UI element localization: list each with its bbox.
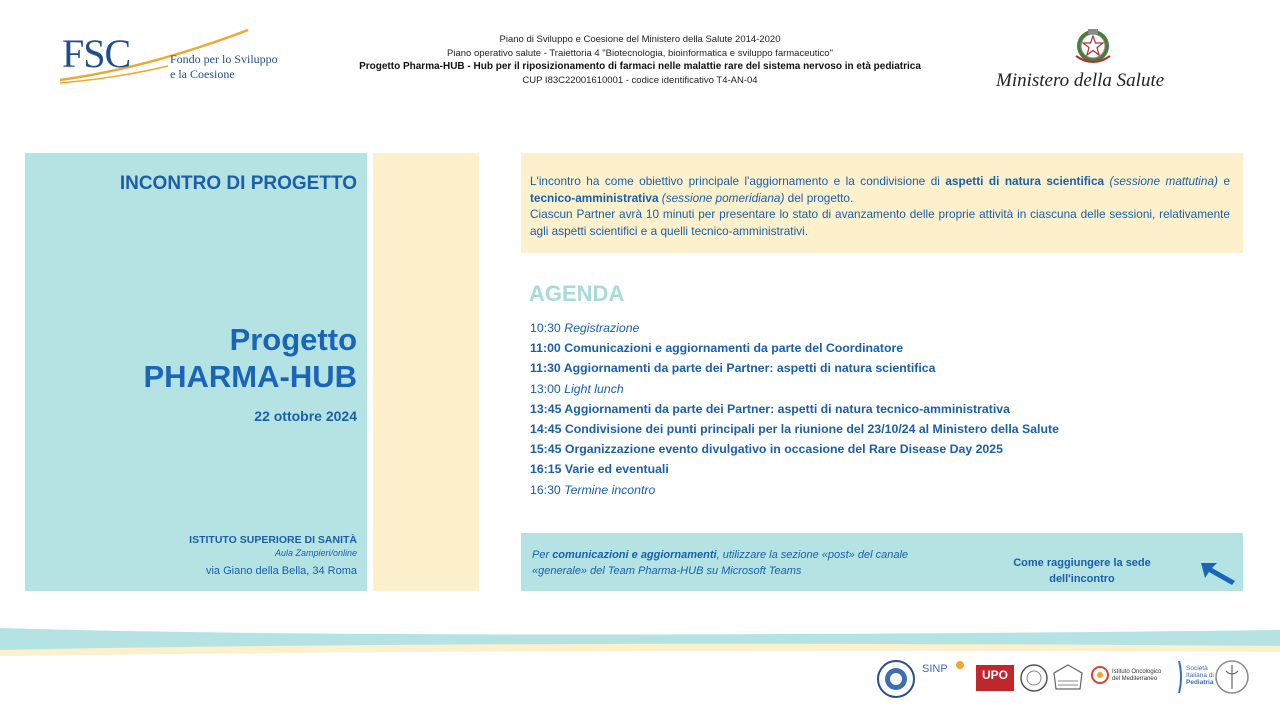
agenda-label: Varie ed eventuali [564, 462, 669, 477]
communications-box [521, 533, 1243, 591]
partner-seal-4-icon [1214, 657, 1250, 697]
agenda-label: Comunicazioni e aggiornamenti da parte del Coordinatore [564, 341, 904, 356]
partner-seal-1-icon [876, 659, 916, 699]
sinp-logo [922, 663, 972, 675]
footer-wave-decoration [0, 626, 1280, 656]
directions-link-line2: dell'incontro [1049, 573, 1115, 585]
fsc-abbr: FSC [62, 31, 131, 76]
event-info-panel [25, 153, 367, 591]
pointer-arrow-icon[interactable] [1201, 561, 1237, 587]
ministero-name: Ministero della Salute [996, 70, 1165, 91]
project-title-line1: Progetto [229, 322, 357, 357]
agenda-time: 10:30 [530, 321, 561, 335]
agenda-item [530, 379, 1059, 399]
teams-note-text: , utilizzare la sezione «post» del canale «generale» del Team Pharma-HUB su Microsoft Teams [532, 549, 909, 577]
project-title-line2: PHARMA-HUB [143, 359, 357, 394]
directions-link[interactable] [1002, 555, 1162, 587]
intro-bold-scientific: aspetti di natura scientifica [945, 174, 1105, 188]
ismed-icon [1091, 665, 1109, 685]
agenda-label: Light lunch [564, 381, 624, 396]
fsc-name [170, 52, 278, 82]
sip-line1: Società [1186, 665, 1208, 672]
venue-name: ISTITUTO SUPERIORE DI SANITÀ [189, 534, 357, 546]
sip-figure-icon [1174, 659, 1184, 695]
teams-note-text: Per [532, 549, 553, 561]
agenda-label: Aggiornamenti da parte dei Partner: aspetti di natura scientifica [563, 361, 936, 376]
venue-room: Aula Zampieri/online [274, 548, 357, 558]
agenda-label: Aggiornamenti da parte dei Partner: aspetti di natura tecnico-amministrativa [564, 401, 1010, 416]
header-program-info [330, 33, 950, 87]
agenda-label: Organizzazione evento divulgativo in occasione del Rare Disease Day 2025 [564, 442, 1003, 457]
partner-seal-2-icon [1019, 663, 1049, 693]
agenda-item [530, 419, 1059, 439]
fsc-name-line2: e la Coesione [170, 67, 235, 81]
ministero-logo [996, 26, 1196, 96]
agenda-item [530, 358, 1059, 378]
agenda-item [530, 480, 1059, 500]
sip-logo-text [1186, 665, 1214, 686]
intro-paragraph-2: Ciascun Partner avrà 10 minuti per presentare lo stato di avanzamento delle proprie attività in ciascuna delle sessioni, relativamente agli aspetti scientifici e a quelli tecnico-amministrativi. [530, 207, 1230, 238]
italian-emblem-icon [1068, 26, 1118, 68]
agenda-time: 16:30 [530, 482, 561, 497]
partner-logos [874, 655, 1254, 701]
agenda-time: 14:45 [530, 422, 562, 437]
intro-box [521, 153, 1243, 253]
header-line-3: Progetto Pharma-HUB - Hub per il riposizionamento di farmaci nelle malattie rare del sistema nervoso in età pediatrica [359, 61, 921, 72]
header-line-2: Piano operativo salute - Traiettoria 4 "Biotecnologia, bioinformatica e sviluppo farmaceutico" [447, 47, 833, 59]
project-title [143, 321, 357, 395]
agenda-time: 13:45 [530, 401, 562, 416]
header-line-4: CUP I83C22001610001 - codice identificativo T4-AN-04 [522, 74, 758, 86]
agenda-time: 11:30 [530, 361, 561, 376]
agenda-list [530, 318, 1059, 500]
venue-info [189, 534, 357, 577]
intro-bold-admin: tecnico-amministrativa [530, 190, 659, 205]
agenda-label: Registrazione [564, 321, 640, 335]
intro-text: L'incontro ha come obiettivo principale l'aggiornamento e la condivisione di [530, 174, 946, 188]
fsc-logo [58, 28, 298, 88]
agenda-item [530, 459, 1059, 479]
agenda-item [530, 439, 1059, 459]
teams-note [532, 547, 912, 579]
decorative-strip [373, 153, 479, 591]
intro-text: e [1217, 174, 1231, 188]
sinp-sun-icon [954, 659, 966, 671]
agenda-item [530, 318, 1059, 338]
partner-seal-3-icon [1052, 663, 1084, 693]
fsc-name-line1: Fondo per lo Sviluppo [170, 52, 278, 66]
intro-italic-afternoon: (sessione pomeridiana) [658, 190, 785, 205]
ismed-logo-text: Istituto Oncologico del Mediterraneo [1112, 669, 1162, 682]
event-date: 22 ottobre 2024 [254, 408, 357, 424]
sip-line2: Italiana di [1186, 672, 1214, 679]
sip-line3: Pediatria [1186, 679, 1214, 686]
upo-logo [976, 665, 1014, 691]
intro-text: del progetto. [784, 190, 854, 205]
directions-link-line1: Come raggiungere la sede [1013, 557, 1151, 569]
intro-italic-morning: (sessione mattutina) [1104, 174, 1218, 188]
agenda-time: 16:15 [530, 462, 562, 477]
agenda-time: 11:00 [530, 341, 561, 356]
sinp-logo-text: SINP [922, 663, 948, 675]
agenda-label: Termine incontro [564, 482, 656, 497]
agenda-label: Condivisione dei punti principali per la riunione del 23/10/24 al Ministero della Salute [564, 422, 1059, 437]
upo-logo-text: UPO [981, 668, 1008, 682]
agenda-title: AGENDA [529, 281, 625, 306]
venue-address: via Giano della Bella, 34 Roma [205, 565, 357, 577]
intro-paragraph-1 [530, 173, 1230, 206]
agenda-time: 13:00 [530, 381, 561, 396]
event-type-title: INCONTRO DI PROGETTO [119, 173, 357, 194]
agenda-item [530, 399, 1059, 419]
teams-note-bold: comunicazioni e aggiornamenti [552, 549, 717, 561]
agenda-item [530, 338, 1059, 358]
agenda-time: 15:45 [530, 442, 562, 457]
header-line-1: Piano di Sviluppo e Coesione del Ministero della Salute 2014-2020 [499, 34, 781, 45]
